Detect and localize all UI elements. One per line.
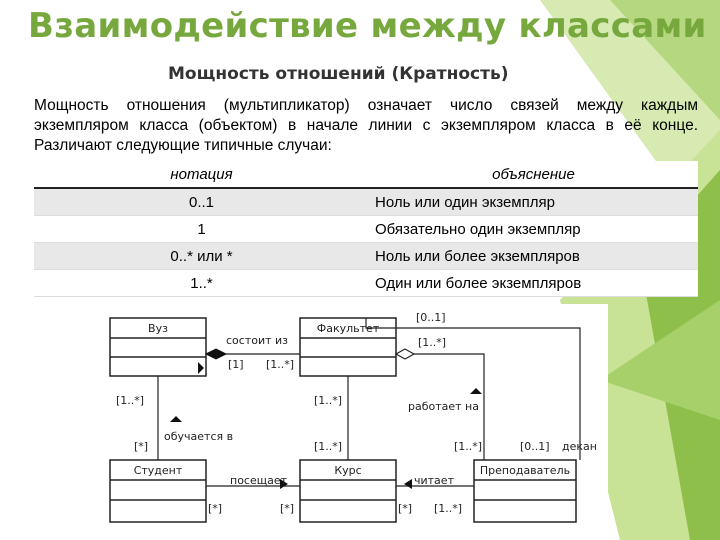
mult-student-star: [*]	[134, 440, 149, 453]
table-row	[34, 270, 698, 297]
class-name-kurs: Курс	[334, 464, 362, 477]
mult-kurs-left: [*]	[280, 502, 295, 515]
slide-subtitle: Мощность отношений (Кратность)	[168, 64, 509, 84]
table-row	[34, 188, 698, 216]
label-consists: состоит из	[226, 334, 289, 347]
notation-cell: 1	[34, 216, 369, 243]
uml-class-diagram	[104, 304, 608, 530]
explanation-cell: Ноль или более экземпляров	[369, 243, 698, 270]
explanation-cell: Один или более экземпляров	[369, 270, 698, 297]
table-row	[34, 243, 698, 270]
intro-paragraph: Мощность отношения (мультипликатор) означает число связей между каждым экземпляром класса (объектом) в начале линии с экземпляром класса в её конце. Различают следующие типичные случаи:	[34, 97, 698, 154]
mult-kurs-right: [*]	[398, 502, 413, 515]
mult-top-0-1: [0..1]	[416, 311, 446, 324]
notation-cell: 0..1	[34, 188, 369, 216]
explanation-cell: Ноль или один экземпляр	[369, 188, 698, 216]
mult-prep-up: [1..*]	[454, 440, 483, 453]
label-reads: читает	[414, 474, 454, 487]
header-explanation: объяснение	[369, 161, 698, 188]
mult-kurs-up: [1..*]	[314, 440, 343, 453]
class-name-student: Студент	[133, 464, 183, 477]
multiplicity-table	[34, 161, 698, 297]
explanation-cell: Обязательно один экземпляр	[369, 216, 698, 243]
mult-fak-left: [1..*]	[266, 358, 295, 371]
label-attends: посещает	[230, 474, 288, 487]
table-row	[34, 216, 698, 243]
notation-cell: 0..* или *	[34, 243, 369, 270]
label-studies: обучается в	[164, 430, 234, 443]
mult-student-bottom: [*]	[208, 502, 223, 515]
mult-vuz-1: [1]	[228, 358, 244, 371]
label-dean: декан	[562, 440, 597, 453]
mult-fak-right: [1..*]	[418, 336, 447, 349]
class-name-prepodavatel: Преподаватель	[479, 464, 571, 477]
header-notation: нотация	[34, 161, 369, 188]
mult-prep-0-1: [0..1]	[520, 440, 550, 453]
slide-title: Взаимодействие между классами	[28, 6, 707, 46]
label-works: работает на	[408, 400, 479, 413]
class-name-fakultet: Факультет	[316, 322, 380, 335]
notation-cell: 1..*	[34, 270, 369, 297]
class-name-vuz: Вуз	[148, 322, 168, 335]
table-header-row	[34, 161, 698, 188]
mult-vuz-1-star: [1..*]	[116, 394, 145, 407]
mult-prep-bottom: [1..*]	[434, 502, 463, 515]
mult-fak-down: [1..*]	[314, 394, 343, 407]
